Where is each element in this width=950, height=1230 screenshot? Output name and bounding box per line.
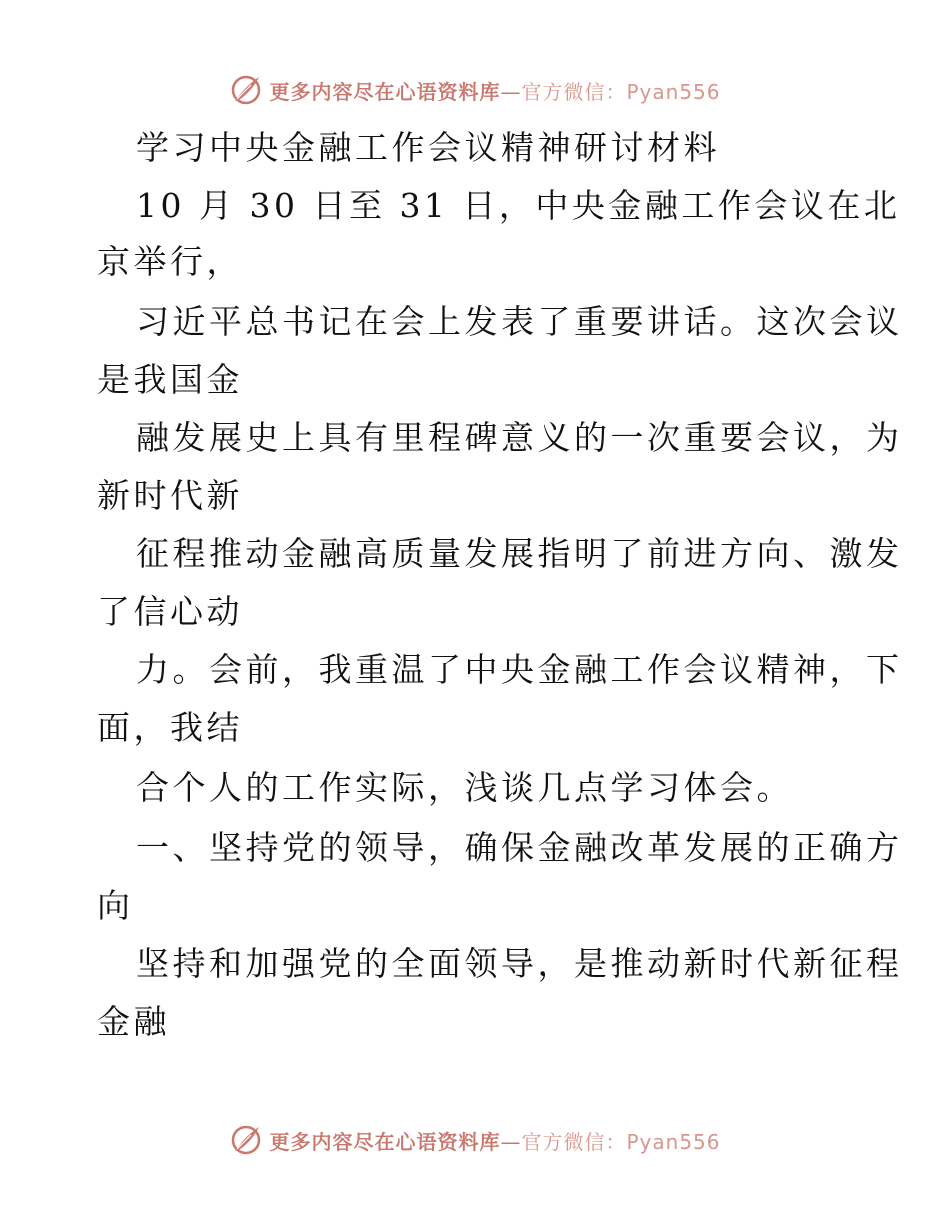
header-banner	[0, 70, 950, 110]
banner-wechat-label: 官方微信：	[521, 1129, 627, 1154]
paragraph-line: 新时代新	[97, 476, 243, 515]
paragraph-line: 合个人的工作实际，浅谈几点学习体会。	[136, 768, 793, 807]
paragraph-line: 是我国金	[97, 360, 243, 399]
banner-main-text: 更多内容尽在心语资料库	[269, 1129, 501, 1154]
paragraph-line: 融发展史上具有里程碑意义的一次重要会议，为	[136, 418, 903, 457]
paragraph-line: 力。会前，我重温了中央金融工作会议精神，下	[136, 650, 903, 689]
banner-wechat-id: Pyan556	[626, 1129, 721, 1154]
banner-main-text: 更多内容尽在心语资料库	[269, 79, 501, 104]
section-heading: 一、坚持党的领导，确保金融改革发展的正确方	[136, 828, 903, 867]
paragraph-line: 京举行，	[97, 242, 243, 281]
section-heading-continued: 向	[97, 886, 134, 925]
quill-pen-seal-icon	[229, 1123, 263, 1157]
paragraph-line: 10 月 30 日至 31 日，中央金融工作会议在北	[136, 186, 901, 225]
document-title: 学习中央金融工作会议精神研讨材料	[136, 128, 720, 167]
paragraph-line: 金融	[97, 1002, 170, 1041]
paragraph-line: 征程推动金融高质量发展指明了前进方向、激发	[136, 534, 903, 573]
banner-wechat-label: 官方微信：	[521, 79, 627, 104]
paragraph-line: 坚持和加强党的全面领导，是推动新时代新征程	[136, 944, 903, 983]
paragraph-line: 面，我结	[97, 708, 243, 747]
banner-wechat-id: Pyan556	[626, 79, 721, 104]
banner-dash: —	[500, 79, 522, 104]
quill-pen-seal-icon	[229, 73, 263, 107]
paragraph-line: 习近平总书记在会上发表了重要讲话。这次会议	[136, 302, 903, 341]
banner-dash: —	[500, 1129, 522, 1154]
paragraph-line: 了信心动	[97, 592, 243, 631]
footer-banner	[0, 1120, 950, 1160]
